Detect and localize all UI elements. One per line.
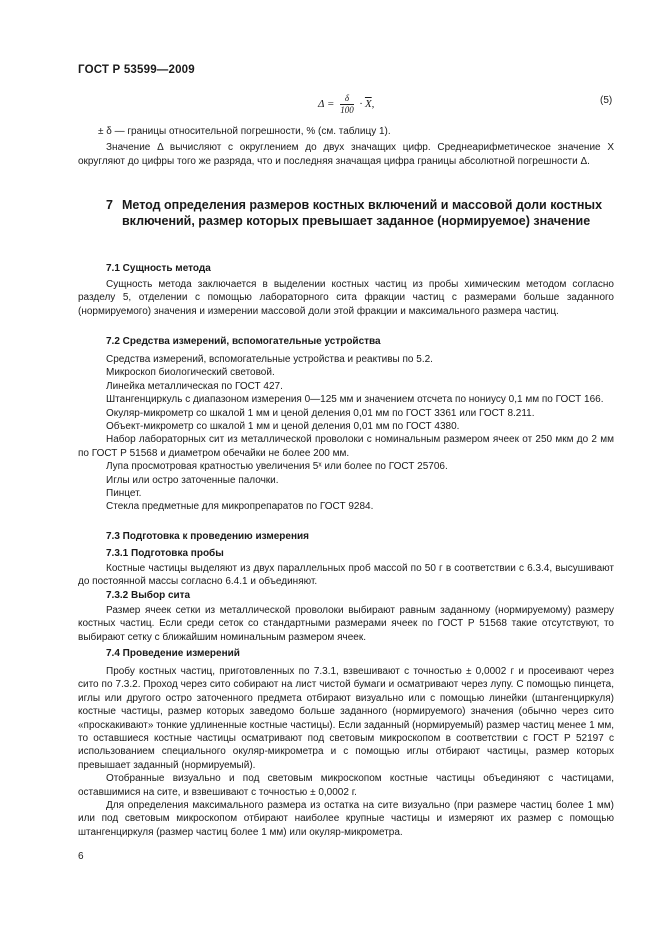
paragraph-7-3-1 xyxy=(78,562,614,589)
paragraph-7-3-2 xyxy=(78,604,614,644)
subsection-7-3: 7.3 Подготовка к проведению измерения xyxy=(106,531,310,542)
page-number: 6 xyxy=(78,851,84,862)
formula-legend: ± δ — границы относительной погрешности, % (см. таблицу 1). xyxy=(98,126,391,137)
list-item: Иглы или остро заточенные палочки. xyxy=(106,474,279,486)
formula-5 xyxy=(318,93,374,116)
paragraph-7-4-3: Для определения максимального размера из остатка на сите визуально (при размере частиц более 1 мм) или под световым микроскопом отбирают наиболее крупные частицы и измеряют их размер с помощью штангенциркуля (размер частиц более 1 мм) или окуляр-микрометра. xyxy=(78,800,614,838)
subsection-7-4: 7.4 Проведение измерений xyxy=(106,648,240,659)
standard-header: ГОСТ Р 53599—2009 xyxy=(78,64,195,76)
subsection-7-1: 7.1 Сущность метода xyxy=(106,263,211,274)
paragraph-7-3-1-text: Костные частицы выделяют из двух параллельных проб массой по 50 г в соответствии с 6.3.4, высушивают до постоянной массы согласно 6.4.1 и объединяют. xyxy=(78,563,614,588)
paragraph-rounding: Значение Δ вычисляют с округлением до двух значащих цифр. Среднеарифметическое значение X округляют до цифры того же разряда, что и последняя значащая цифра границы абсолютной погрешности Δ. xyxy=(78,142,614,167)
formula-rhs: · $\overline{X}$, xyxy=(359,98,375,111)
subsection-7-3-1: 7.3.1 Подготовка пробы xyxy=(106,548,224,559)
rounding-block xyxy=(78,125,614,168)
formula-number: (5) xyxy=(600,95,613,106)
formula-denominator: 100 xyxy=(340,105,354,115)
paragraph-7-3-2-text: Размер ячеек сетки из металлической проволоки выбирают равным заданному (нормируемому) размеру костных частиц. Если среди сеток со стандартными размерами ячеек по ГОСТ Р 51568 такие отсутствуют, то выбирают сетку с ближайшим номинальным размером ячеек. xyxy=(78,605,614,643)
list-item: Штангенциркуль с диапазоном измерения 0—125 мм и значением отсчета по нониусу 0,1 мм по ГОСТ 166. xyxy=(106,394,604,406)
subsection-7-2: 7.2 Средства измерений, вспомогательные устройства xyxy=(106,336,381,347)
paragraph-7-4-1: Пробу костных частиц, приготовленных по 7.3.1, взвешивают с точностью ± 0,0002 г и просеивают через сито по 7.3.2. Проход через сито собирают на лист чистой бумаги и осматривают через лупу. С помощью пинцета, иглы или другого остро заточенного предмета отбирают визуально или с помощью линейки (штангенциркуля) костные частицы, размер которых заведомо больше заданного (нормируемого) значения (обычно через сито «проскакивают» тонкие удлиненные костные частицы). Если заданный (нормируемый) размер частиц менее 1 мм, то оставшиеся костные частицы осматривают под световым микроскопом в соответствии с ГОСТ Р 52197 с использованием специального окуляр-микрометра и с помощью иглы отбирают частицы, размер которых превышает заданный (нормируемый). xyxy=(78,666,614,771)
list-item: Окуляр-микрометр со шкалой 1 мм и ценой деления 0,01 мм по ГОСТ 3361 или ГОСТ 8.211. xyxy=(106,407,535,419)
list-item: Набор лабораторных сит из металлической проволоки с номинальным размером ячеек от 250 мкм до 2 мм по ГОСТ Р 51568 и диаметром обечайки не более 200 мм. xyxy=(78,434,614,459)
section-7-number: 7 xyxy=(106,198,113,212)
list-item: Пинцет. xyxy=(106,488,142,500)
formula-numerator: δ xyxy=(340,93,354,105)
list-item: Стекла предметные для микропрепаратов по ГОСТ 9284. xyxy=(106,501,374,513)
subsection-7-3-2: 7.3.2 Выбор сита xyxy=(106,590,191,601)
paragraph-7-1-text: Сущность метода заключается в выделении костных частиц из пробы химическим методом согласно разделу 5, отделении с помощью лабораторного сита фракции частиц с размерами больше заданного (нормируемого) значения и измерении массовой доли этой фракции и максимального размера частиц. xyxy=(78,279,614,317)
formula-lhs: Δ = xyxy=(318,98,335,111)
paragraph-7-1 xyxy=(78,278,614,318)
list-item: Лупа просмотровая кратностью увеличения 5ˣ или более по ГОСТ 25706. xyxy=(106,461,448,473)
section-7-4-body xyxy=(78,665,614,839)
list-item: Объект-микрометр со шкалой 1 мм и ценой деления 0,01 мм по ГОСТ 4380. xyxy=(106,421,460,433)
list-item: Линейка металлическая по ГОСТ 427. xyxy=(106,380,283,392)
paragraph-7-4-2: Отобранные визуально и под световым микроскопом костные частицы объединяют с частицами, оставшимися на сите, и взвешивают с точностью ± 0,0002 г. xyxy=(78,773,614,798)
list-item: Микроскоп биологический световой. xyxy=(106,367,275,379)
section-7-heading xyxy=(106,197,614,229)
list-7-2 xyxy=(78,353,614,514)
formula-fraction xyxy=(340,93,354,116)
section-7-title: Метод определения размеров костных включений и массовой доли костных включений, размер которых превышает заданное (нормируемое) значение xyxy=(122,198,603,228)
list-item: Средства измерений, вспомогательные устройства и реактивы по 5.2. xyxy=(106,354,433,365)
